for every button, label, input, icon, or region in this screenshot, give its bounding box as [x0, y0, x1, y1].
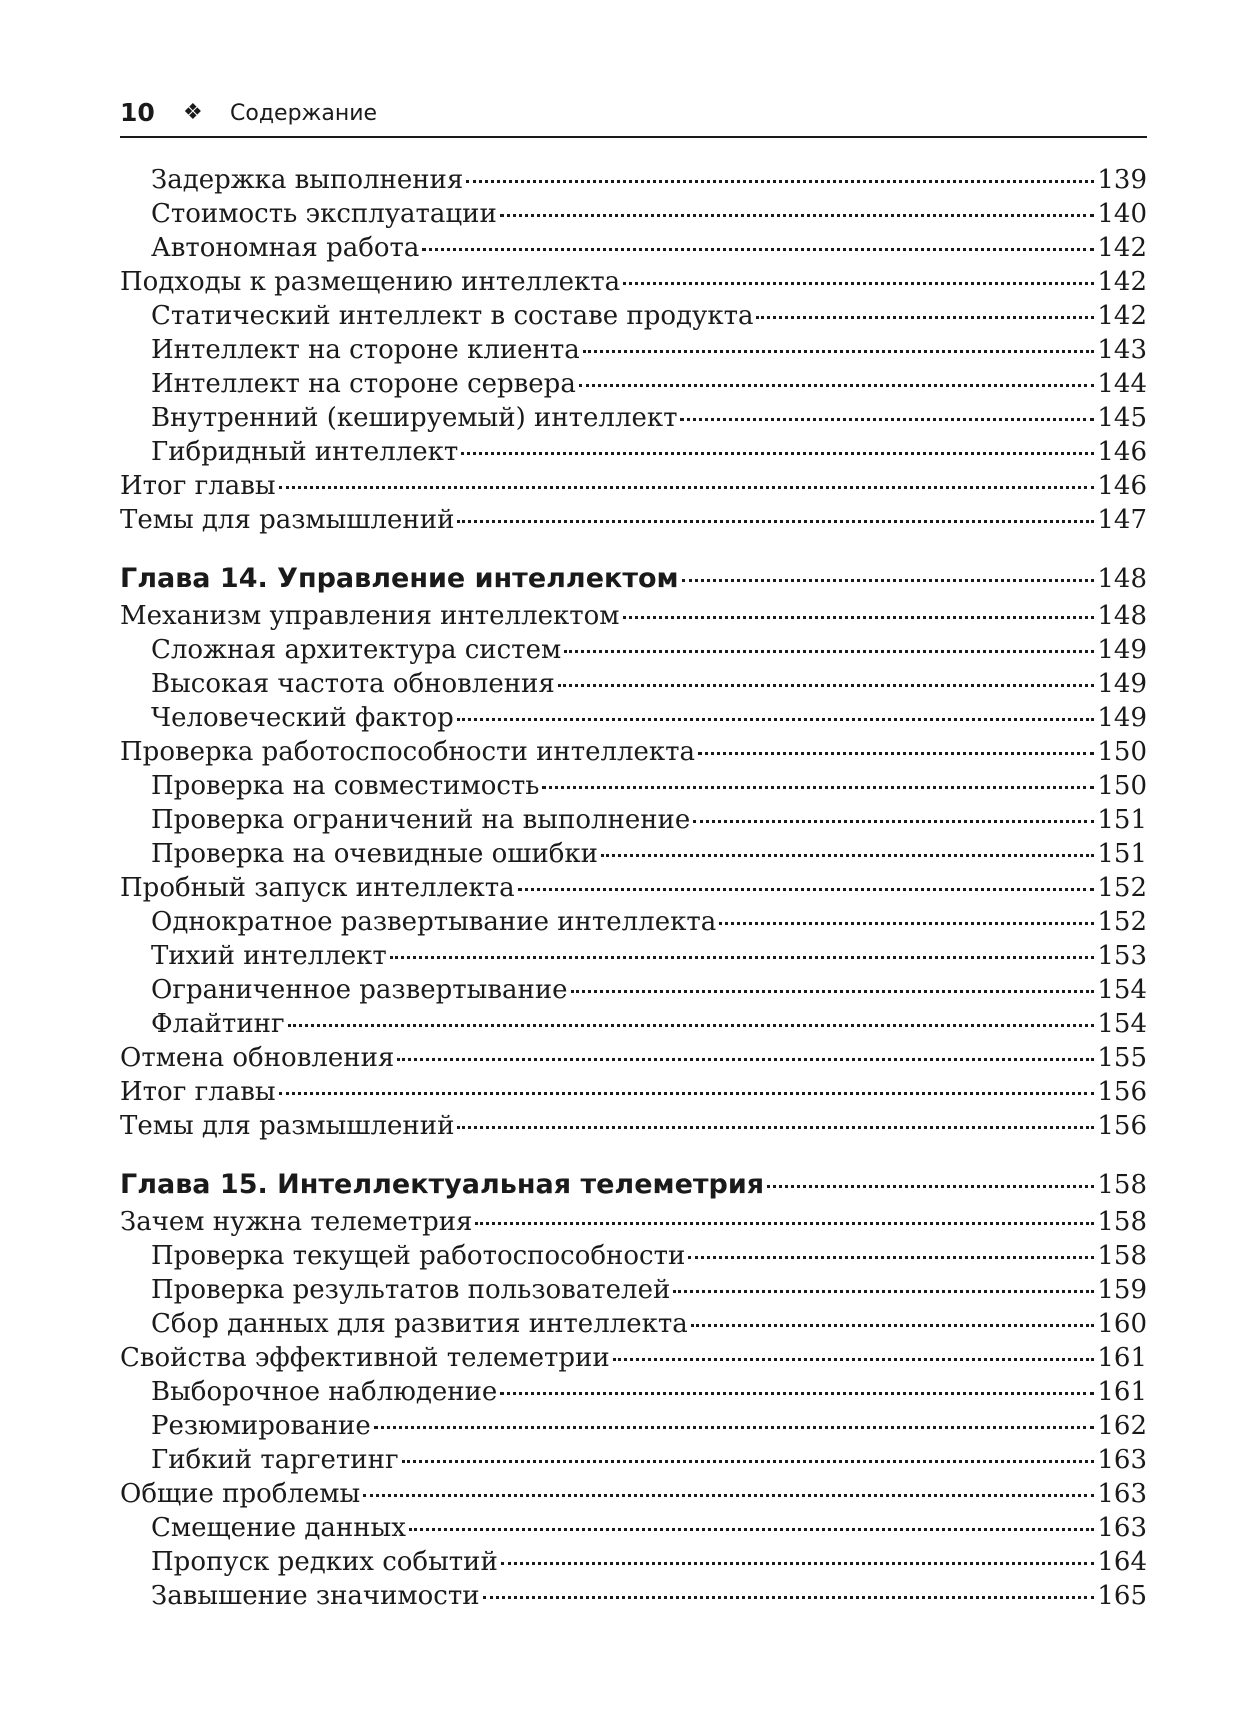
ornament-icon: ❖ — [183, 100, 203, 125]
dot-leader — [288, 1024, 1095, 1027]
toc-subsection-entry — [120, 1545, 1147, 1579]
toc-entry-title: Проверка работоспособности интеллекта — [120, 737, 696, 767]
toc-entry-title: Зачем нужна телеметрия — [120, 1207, 473, 1237]
toc-subsection-entry — [120, 837, 1147, 871]
toc-page-number: 163 — [1097, 1479, 1147, 1509]
toc-subsection-entry — [120, 367, 1147, 401]
toc-page-number: 149 — [1097, 669, 1147, 699]
dot-leader — [583, 350, 1095, 353]
toc-entry-title: Проверка результатов пользователей — [151, 1275, 671, 1305]
toc-page-number: 146 — [1097, 437, 1147, 467]
toc-entry-title: Подходы к размещению интеллекта — [120, 267, 621, 297]
dot-leader — [402, 1460, 1095, 1463]
toc-subsection-entry — [120, 1511, 1147, 1545]
toc-section-entry — [120, 1341, 1147, 1375]
dot-leader — [623, 616, 1095, 619]
dot-leader — [691, 1324, 1095, 1327]
dot-leader — [579, 384, 1095, 387]
toc-section-entry — [120, 1477, 1147, 1511]
dot-leader — [409, 1528, 1094, 1531]
toc-page-number: 161 — [1097, 1377, 1147, 1407]
toc-section-entry — [120, 1041, 1147, 1075]
toc-page-number: 150 — [1097, 737, 1147, 767]
toc-subsection-entry — [120, 667, 1147, 701]
toc-entry-title: Внутренний (кешируемый) интеллект — [151, 403, 678, 433]
toc-page-number: 155 — [1097, 1043, 1147, 1073]
toc-entry-title: Глава 14. Управление интеллектом — [120, 563, 679, 594]
toc-subsection-entry — [120, 1375, 1147, 1409]
dot-leader — [374, 1426, 1095, 1429]
toc-entry-title: Пропуск редких событий — [151, 1547, 498, 1577]
dot-leader — [461, 452, 1094, 455]
toc-section-entry — [120, 503, 1147, 537]
toc-subsection-entry — [120, 905, 1147, 939]
toc-page-number: 159 — [1097, 1275, 1147, 1305]
dot-leader — [682, 579, 1095, 582]
toc-page-number: 156 — [1097, 1077, 1147, 1107]
toc-entry-title: Интеллект на стороне сервера — [151, 369, 576, 399]
toc-page-number: 158 — [1097, 1241, 1147, 1271]
toc-subsection-entry — [120, 197, 1147, 231]
toc-subsection-entry — [120, 435, 1147, 469]
dot-leader — [500, 1392, 1094, 1395]
toc-page-number: 151 — [1097, 805, 1147, 835]
dot-leader — [483, 1596, 1095, 1599]
dot-leader — [518, 888, 1095, 891]
toc-page-number: 142 — [1097, 301, 1147, 331]
dot-leader — [623, 282, 1094, 285]
toc-entry-title: Проверка текущей работоспособности — [151, 1241, 686, 1271]
toc-entry-title: Однократное развертывание интеллекта — [151, 907, 717, 937]
toc-page-number: 152 — [1097, 873, 1147, 903]
toc-subsection-entry — [120, 1007, 1147, 1041]
toc-subsection-entry — [120, 973, 1147, 1007]
toc-page-number: 150 — [1097, 771, 1147, 801]
toc-page-number: 147 — [1097, 505, 1147, 535]
toc-subsection-entry — [120, 803, 1147, 837]
toc-page-number: 145 — [1097, 403, 1147, 433]
toc-subsection-entry — [120, 401, 1147, 435]
toc-entry-title: Автономная работа — [151, 233, 420, 263]
toc-page-number: 144 — [1097, 369, 1147, 399]
toc-entry-title: Механизм управления интеллектом — [120, 601, 620, 631]
toc-chapter-entry — [120, 1165, 1147, 1205]
toc-subsection-entry — [120, 231, 1147, 265]
toc-subsection-entry — [120, 769, 1147, 803]
toc-entry-title: Итог главы — [120, 471, 276, 501]
toc-entry-title: Пробный запуск интеллекта — [120, 873, 515, 903]
toc-page-number: 146 — [1097, 471, 1147, 501]
toc-entry-title: Сбор данных для развития интеллекта — [151, 1309, 688, 1339]
dot-leader — [613, 1358, 1095, 1361]
toc-page-number: 163 — [1097, 1445, 1147, 1475]
toc-subsection-entry — [120, 1239, 1147, 1273]
toc-entry-title: Стоимость эксплуатации — [151, 199, 497, 229]
toc-entry-title: Проверка ограничений на выполнение — [151, 805, 691, 835]
dot-leader — [558, 684, 1095, 687]
toc-subsection-entry — [120, 1443, 1147, 1477]
dot-leader — [500, 214, 1095, 217]
toc-entry-title: Гибкий таргетинг — [151, 1445, 399, 1475]
toc-page-number: 151 — [1097, 839, 1147, 869]
dot-leader — [457, 1126, 1094, 1129]
toc-section-entry — [120, 871, 1147, 905]
toc-entry-title: Ограниченное развертывание — [151, 975, 568, 1005]
toc-entry-title: Тихий интеллект — [151, 941, 387, 971]
toc-entry-title: Проверка на совместимость — [151, 771, 540, 801]
toc-entry-title: Сложная архитектура систем — [151, 635, 562, 665]
dot-leader — [279, 1092, 1095, 1095]
toc-page-number: 162 — [1097, 1411, 1147, 1441]
toc-subsection-entry — [120, 633, 1147, 667]
toc-chapter-entry — [120, 559, 1147, 599]
dot-leader — [698, 752, 1094, 755]
running-header — [120, 94, 1147, 138]
toc-entry-title: Завышение значимости — [151, 1581, 480, 1611]
toc-entry-title: Глава 15. Интеллектуальная телеметрия — [120, 1169, 765, 1200]
toc-subsection-entry — [120, 299, 1147, 333]
dot-leader — [363, 1494, 1094, 1497]
toc-section-entry — [120, 265, 1147, 299]
dot-leader — [767, 1185, 1094, 1188]
toc-page-number: 154 — [1097, 1009, 1147, 1039]
toc-entry-title: Смещение данных — [151, 1513, 406, 1543]
toc-entry-title: Общие проблемы — [120, 1479, 361, 1509]
toc-page-number: 142 — [1097, 267, 1147, 297]
dot-leader — [756, 316, 1094, 319]
toc-entry-title: Высокая частота обновления — [151, 669, 555, 699]
dot-leader — [466, 180, 1094, 183]
dot-leader — [457, 520, 1094, 523]
toc-page-number: 139 — [1097, 165, 1147, 195]
toc-subsection-entry — [120, 1307, 1147, 1341]
dot-leader — [279, 486, 1095, 489]
toc-subsection-entry — [120, 1409, 1147, 1443]
toc-subsection-entry — [120, 1273, 1147, 1307]
toc-section-entry — [120, 469, 1147, 503]
toc-page-number: 165 — [1097, 1581, 1147, 1611]
dot-leader — [719, 922, 1094, 925]
dot-leader — [571, 990, 1095, 993]
toc-page-number: 153 — [1097, 941, 1147, 971]
dot-leader — [390, 956, 1095, 959]
toc-section-entry — [120, 1075, 1147, 1109]
toc-entry-title: Флайтинг — [151, 1009, 285, 1039]
toc-page-number: 154 — [1097, 975, 1147, 1005]
toc-entry-title: Человеческий фактор — [151, 703, 454, 733]
toc-subsection-entry — [120, 1579, 1147, 1613]
running-title: Содержание — [230, 101, 378, 126]
toc-subsection-entry — [120, 939, 1147, 973]
toc-page-number: 152 — [1097, 907, 1147, 937]
toc-page-number: 158 — [1097, 1207, 1147, 1237]
dot-leader — [688, 1256, 1094, 1259]
toc-page-number: 160 — [1097, 1309, 1147, 1339]
toc-page-number: 149 — [1097, 635, 1147, 665]
dot-leader — [542, 786, 1094, 789]
toc-entry-title: Резюмирование — [151, 1411, 371, 1441]
toc-entry-title: Статический интеллект в составе продукта — [151, 301, 754, 331]
toc-page-number: 148 — [1097, 601, 1147, 631]
toc-entry-title: Отмена обновления — [120, 1043, 395, 1073]
toc-subsection-entry — [120, 701, 1147, 735]
toc-entry-title: Итог главы — [120, 1077, 276, 1107]
toc-page-number: 161 — [1097, 1343, 1147, 1373]
toc-page-number: 163 — [1097, 1513, 1147, 1543]
dot-leader — [693, 820, 1094, 823]
toc-entry-title: Свойства эффективной телеметрии — [120, 1343, 610, 1373]
dot-leader — [680, 418, 1094, 421]
dot-leader — [397, 1058, 1094, 1061]
toc-section-entry — [120, 599, 1147, 633]
toc-page-number: 148 — [1097, 564, 1147, 594]
dot-leader — [422, 248, 1094, 251]
dot-leader — [457, 718, 1095, 721]
toc-page-number: 156 — [1097, 1111, 1147, 1141]
toc-entry-title: Интеллект на стороне клиента — [151, 335, 580, 365]
toc-page-number: 158 — [1097, 1170, 1147, 1200]
page-number: 10 — [120, 98, 155, 127]
toc-page-number: 149 — [1097, 703, 1147, 733]
dot-leader — [601, 854, 1094, 857]
toc-subsection-entry — [120, 333, 1147, 367]
dot-leader — [501, 1562, 1095, 1565]
toc-entry-title: Выборочное наблюдение — [151, 1377, 498, 1407]
toc-section-entry — [120, 1109, 1147, 1143]
dot-leader — [564, 650, 1094, 653]
toc-subsection-entry — [120, 163, 1147, 197]
toc-section-entry — [120, 1205, 1147, 1239]
toc-page-number: 142 — [1097, 233, 1147, 263]
toc-entry-title: Задержка выполнения — [151, 165, 464, 195]
toc-page-number: 140 — [1097, 199, 1147, 229]
dot-leader — [673, 1290, 1094, 1293]
toc-page-number: 164 — [1097, 1547, 1147, 1577]
table-of-contents — [120, 163, 1147, 1613]
toc-page-number: 143 — [1097, 335, 1147, 365]
toc-entry-title: Темы для размышлений — [120, 505, 455, 535]
toc-entry-title: Темы для размышлений — [120, 1111, 455, 1141]
toc-entry-title: Гибридный интеллект — [151, 437, 459, 467]
dot-leader — [475, 1222, 1094, 1225]
toc-section-entry — [120, 735, 1147, 769]
toc-entry-title: Проверка на очевидные ошибки — [151, 839, 599, 869]
